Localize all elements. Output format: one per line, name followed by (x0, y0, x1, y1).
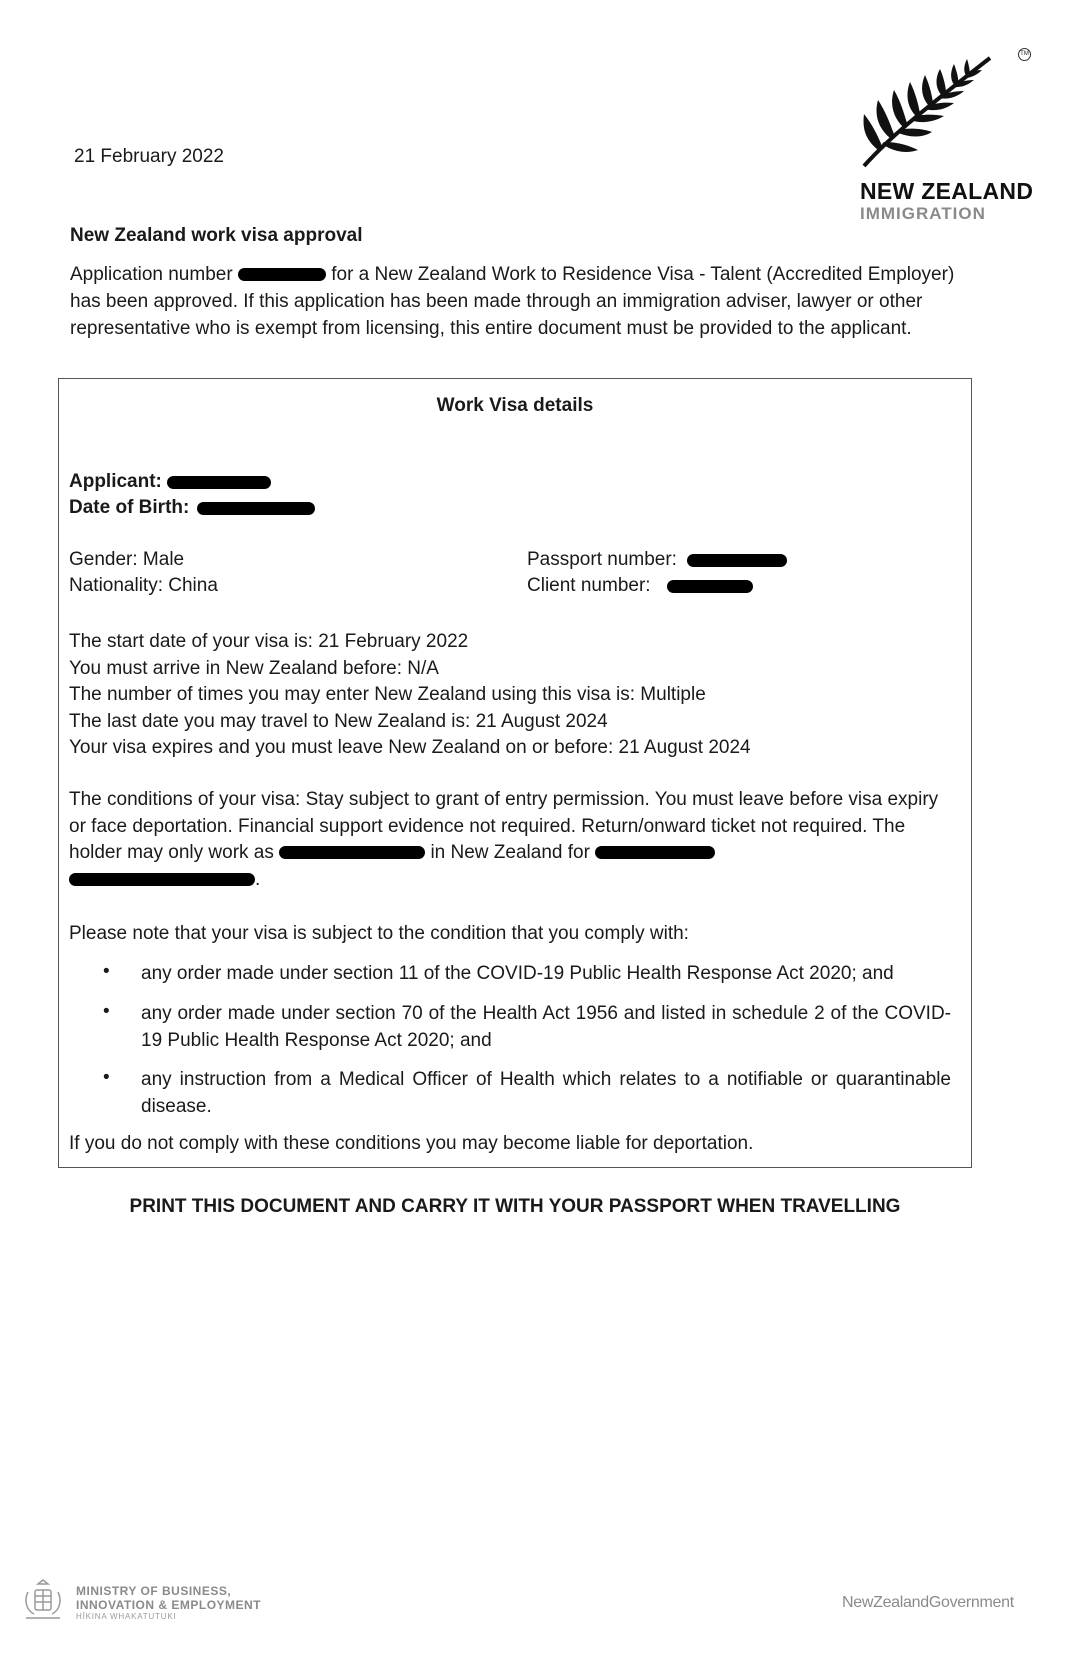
intro-text-start: Application number (70, 264, 233, 285)
conditions-text-2: in New Zealand for (430, 842, 590, 863)
mbie-line2: INNOVATION & EMPLOYMENT (76, 1598, 262, 1612)
silver-fern-icon (858, 44, 1008, 174)
expiry-line: Your visa expires and you must leave New Zealand on or before: 21 August 2024 (69, 737, 751, 758)
last-travel-line: The last date you may travel to New Zealand is: 21 August 2024 (69, 710, 608, 732)
letter-date: 21 February 2022 (74, 146, 224, 167)
conditions-text: The conditions of your visa: Stay subject to grant of entry permission. You must leave before visa expiry or face deportation. Financial support evidence not required. Return/onward ticket not required. The holder may only work as (69, 789, 939, 863)
conditions-note: Please note that your visa is subject to the condition that you comply with: (69, 923, 689, 944)
redaction-employer-cont (69, 873, 255, 886)
start-date-line: The start date of your visa is: 21 February 2022 (69, 631, 469, 652)
intro-text-rest: for a New Zealand Work to Residence Visa - Talent (Accredited Employer) has been approved. If this application has been made through an immigration adviser, lawyer or other representative who is exempt from licensing, this entire document must be provided to the applicant. (70, 264, 955, 339)
intro-paragraph (70, 261, 970, 342)
coat-of-arms-icon (20, 1578, 66, 1624)
immigration-nz-logo (858, 44, 1034, 224)
nationality: Nationality: China (69, 575, 218, 596)
redaction-passport (687, 554, 787, 567)
bullet-item: any order made under section 11 of the COVID-19 Public Health Response Act 2020; and (141, 963, 894, 984)
bullet-symbol: • (103, 1001, 110, 1022)
applicant-label: Applicant: (69, 471, 162, 492)
client-label: Client number: (527, 575, 651, 596)
bullet-symbol: • (103, 1067, 110, 1088)
bullet-symbol: • (103, 961, 110, 982)
passport-label: Passport number: (527, 549, 677, 570)
mbie-line1: MINISTRY OF BUSINESS, (76, 1584, 232, 1598)
closing-note: If you do not comply with these conditions you may become liable for deportation. (69, 1133, 754, 1154)
print-notice: PRINT THIS DOCUMENT AND CARRY IT WITH YOUR PASSPORT WHEN TRAVELLING (129, 1196, 901, 1217)
details-title: Work Visa details (436, 395, 594, 416)
logo-sub: IMMIGRATION (860, 204, 986, 223)
nz-government-logo: NewZealandGovernment (842, 1594, 1014, 1611)
redaction-employer (595, 846, 715, 859)
letter-heading: New Zealand work visa approval (70, 225, 363, 246)
redaction-occupation (279, 846, 425, 859)
bullet-item: any instruction from a Medical Officer of Health which relates to a notifiable or quarantinable disease. (141, 1069, 951, 1117)
redaction-client (667, 580, 753, 593)
conditions-end: . (255, 868, 261, 890)
visa-conditions (69, 787, 949, 893)
trademark-mark: TM (1018, 48, 1031, 61)
redaction-application-number (238, 268, 326, 281)
entries-line: The number of times you may enter New Zealand using this visa is: Multiple (69, 684, 706, 705)
mbie-line3: HĪKINA WHAKATUTUKI (76, 1612, 177, 1621)
gender: Gender: Male (69, 549, 185, 570)
arrive-before-line: You must arrive in New Zealand before: N/A (69, 657, 439, 679)
redaction-applicant (167, 476, 271, 489)
dob-label: Date of Birth: (69, 497, 190, 518)
visa-dates (69, 629, 751, 762)
redaction-dob (197, 502, 315, 515)
logo-name: NEW ZEALAND (860, 178, 1034, 204)
visa-details-box (58, 378, 972, 1168)
bullet-item: any order made under section 70 of the Health Act 1956 and listed in schedule 2 of the COVID-19 Public Health Response Act 2020; and (141, 1003, 951, 1051)
